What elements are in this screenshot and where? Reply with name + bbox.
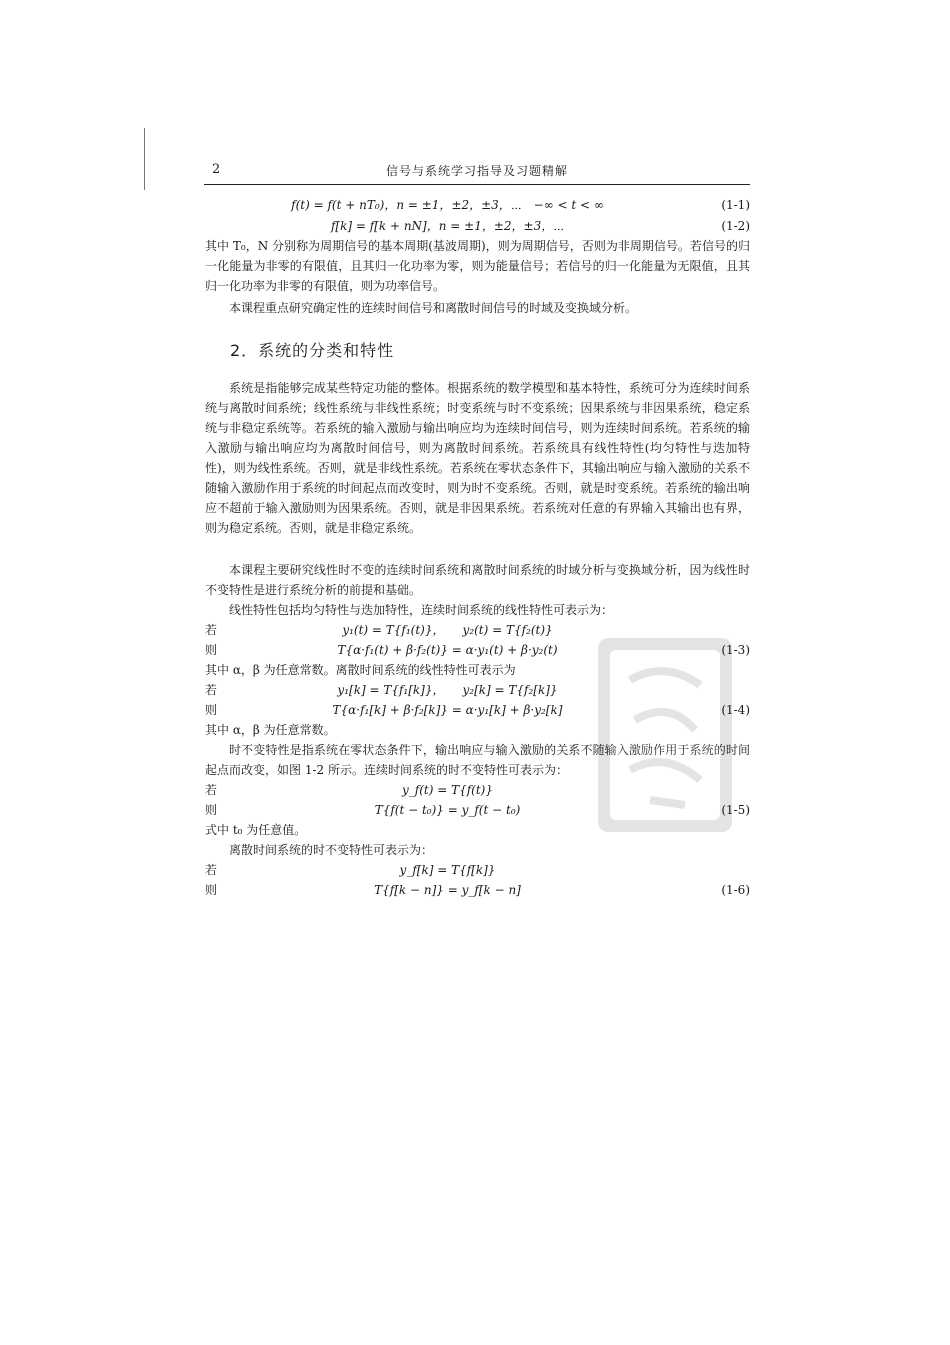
paragraph-lti-focus: 本课程主要研究线性时不变的连续时间系统和离散时间系统的时域分析与变换域分析，因为线性时不变特性是进行系统分析的前提和基础。 [205,563,750,597]
equation-lead: 若 [205,623,218,637]
equation-number: (1-3) [721,643,750,657]
paragraph-course-focus: 本课程重点研究确定性的连续时间信号和离散时间信号的时域及变换域分析。 [229,301,638,315]
equation-1-2 [205,216,750,236]
equation-body: T{α·f₁(t) + β·f₂(t)} = α·y₁(t) + β·y₂(t) [337,643,558,657]
equation-1-4 [205,700,750,720]
equation-lead: 则 [205,883,218,897]
paragraph-time-invariance: 时不变特性是指系统在零状态条件下，输出响应与输入激励的关系不随输入激励作用于系统的时间起点而改变，如图 1-2 所示。连续时间系统的时不变特性可表示为： [205,743,750,777]
equation-lead: 则 [205,643,218,657]
equation-body: y_f[k] = T{f[k]} [399,863,496,877]
equation-body: T{f(t − t₀)} = y_f(t − t₀) [374,803,521,817]
equation-number: (1-6) [721,883,750,897]
book-title: 信号与系统学习指导及习题精解 [385,164,568,178]
equation-number: (1-4) [721,703,750,717]
note-1-4: 其中 α，β 为任意常数。 [205,723,336,737]
equation-body: f(t) = f(t + nT₀)，n = ±1，±2，±3，⋯ −∞ < t < ∞ [291,198,604,212]
equation-lead: 若 [205,783,218,797]
equation-1-4-condition [205,680,750,700]
equation-body: y₁[k] = T{f₁[k]}， y₂[k] = T{f₂[k]} [337,683,558,697]
paragraph-system-classification: 系统是指能够完成某些特定功能的整体。根据系统的数学模型和基本特性，系统可分为连续时间系统与离散时间系统；线性系统与非线性系统；时变系统与时不变系统；因果系统与非因果系统，稳定系统与非稳定系统等。若系统的输入激励与输出响应均为连续时间信号，则为连续时间系统。若系统的输入激励与输出响应均为离散时间信号，则为离散时间系统。若系统具有线性特性(均匀特性与迭加特性)，则为线性系统。否则，就是非线性系统。若系统在零状态条件下，其输出响应与输入激励的关系不随输入激励作用于系统的时间起点而改变时，则为时不变系统。否则，就是时变系统。若系统的输出响应不超前于输入激励则为因果系统。否则，就是非因果系统。若系统对任意的有界输入其输出也有界，则为稳定系统。否则，就是非稳定系统。 [205,381,750,535]
equation-1-3 [205,640,750,660]
paragraph-linearity: 线性特性包括均匀特性与迭加特性，连续时间系统的线性特性可表示为： [229,603,614,617]
margin-line [144,128,145,190]
equation-body: T{α·f₁[k] + β·f₂[k]} = α·y₁[k] + β·y₂[k] [332,703,563,717]
equation-lead: 若 [205,683,218,697]
section-title: 2．系统的分类和特性 [230,341,395,360]
page-header [204,160,750,185]
equation-lead: 若 [205,863,218,877]
equation-lead: 则 [205,703,218,717]
paragraph-discrete-time-invariance: 离散时间系统的时不变特性可表示为： [229,843,434,857]
note-1-5: 式中 t₀ 为任意值。 [205,823,307,837]
equation-body: f[k] = f[k + nN]，n = ±1，±2，±3，⋯ [330,219,565,233]
equation-number: (1-5) [721,803,750,817]
equation-body: y_f(t) = T{f(t)} [402,783,493,797]
equation-1-5-condition [205,780,750,800]
equation-1-5 [205,800,750,820]
page-number: 2 [212,162,221,177]
note-1-3: 其中 α，β 为任意常数。离散时间系统的线性特性可表示为 [205,663,516,677]
paragraph-signal-types: 其中 T₀，N 分别称为周期信号的基本周期(基波周期)，则为周期信号，否则为非周期信号。若信号的归一化能量为非零的有限值，且其归一化功率为零，则为能量信号；若信号的归一化能量为无限值，且其归一化功率为非零的有限值，则为功率信号。 [205,239,750,293]
equation-number: (1-2) [721,219,750,233]
equation-body: y₁(t) = T{f₁(t)}， y₂(t) = T{f₂(t)} [342,623,553,637]
equation-lead: 则 [205,803,218,817]
equation-number: (1-1) [721,198,750,212]
equation-1-1 [205,195,750,215]
equation-1-6 [205,880,750,900]
equation-1-6-condition [205,860,750,880]
equation-body: T{f[k − n]} = y_f[k − n] [374,883,521,897]
equation-1-3-condition [205,620,750,640]
